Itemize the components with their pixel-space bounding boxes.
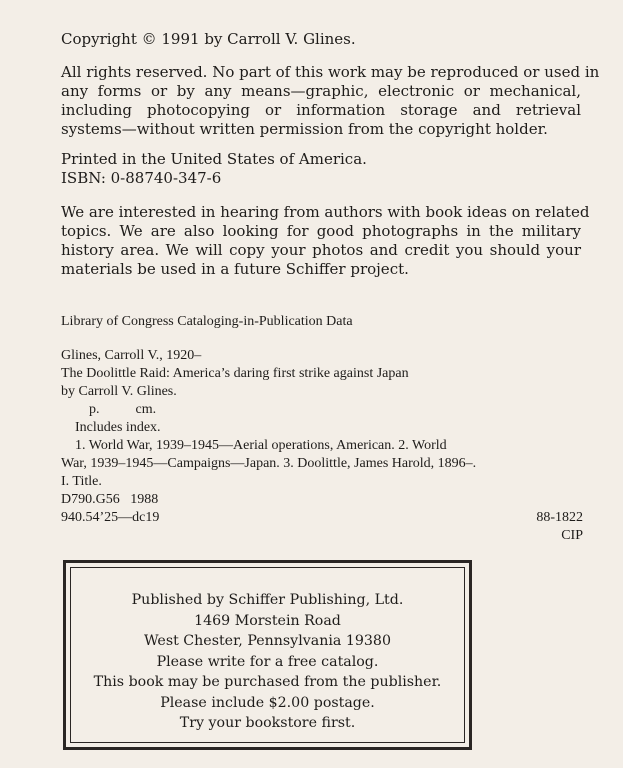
copyright-line: Copyright © 1991 by Carroll V. Glines. xyxy=(61,30,356,48)
cip-cip-row xyxy=(61,527,583,545)
cip-cip: CIP xyxy=(561,528,583,543)
cip-lc-year: 1988 xyxy=(130,492,159,507)
cip-heading: Library of Congress Cataloging-in-Publication Data xyxy=(61,314,353,329)
cip-author: Glines, Carroll V., 1920– xyxy=(61,348,202,363)
cip-lccn: 88-1822 xyxy=(536,510,583,525)
cip-lc-call xyxy=(61,491,581,509)
publisher-line-7: Try your bookstore first. xyxy=(179,715,356,731)
interest-line-3: history area. We will copy your photos and credit you should your xyxy=(61,241,581,259)
cip-by: by Carroll V. Glines. xyxy=(61,384,177,399)
interest-line-2: topics. We are also looking for good photographs in the military xyxy=(61,222,581,240)
copyright-block xyxy=(61,30,581,49)
publisher-line-5: This book may be purchased from the publisher. xyxy=(93,674,442,690)
publisher-box-inner xyxy=(70,567,465,743)
cip-cm: cm. xyxy=(135,402,157,417)
interest-line-4: materials be used in a future Schiffer project. xyxy=(61,260,409,278)
publisher-line-6: Please include $2.00 postage. xyxy=(160,694,375,711)
cip-record xyxy=(61,347,581,545)
publisher-line-1: Published by Schiffer Publishing, Ltd. xyxy=(131,592,404,608)
interest-line-1: We are interested in hearing from authors with book ideas on related xyxy=(61,203,590,221)
cip-subject-3: I. Title. xyxy=(61,474,102,489)
isbn-line: ISBN: 0-88740-347-6 xyxy=(61,169,222,187)
cip-subject-1: 1. World War, 1939–1945—Aerial operations, American. 2. World xyxy=(75,438,447,453)
rights-line-3: including photocopying or information storage and retrieval xyxy=(61,101,581,119)
cip-physical xyxy=(61,401,581,419)
cip-pages: p. xyxy=(89,402,100,417)
rights-line-2: any forms or by any means—graphic, electronic or mechanical, xyxy=(61,82,581,100)
rights-line-1: All rights reserved. No part of this work may be reproduced or used in xyxy=(61,63,600,81)
cip-dewey-row xyxy=(61,509,583,527)
cip-lc-call-number: D790.G56 xyxy=(61,492,120,507)
cip-dewey: 940.54’25—dc19 xyxy=(61,510,160,525)
printed-line: Printed in the United States of America. xyxy=(61,150,367,168)
publisher-line-3: West Chester, Pennsylvania 19380 xyxy=(144,633,391,649)
cip-subject-2: War, 1939–1945—Campaigns—Japan. 3. Doolittle, James Harold, 1896–. xyxy=(61,456,477,471)
printing-block xyxy=(61,150,581,188)
publisher-line-2: 1469 Morstein Road xyxy=(194,612,341,629)
rights-paragraph xyxy=(61,63,600,139)
publisher-line-4: Please write for a free catalog. xyxy=(156,653,379,670)
cip-index: Includes index. xyxy=(75,420,161,435)
interest-paragraph xyxy=(61,203,590,279)
rights-line-4: systems—without written permission from the copyright holder. xyxy=(61,120,548,138)
publisher-box xyxy=(63,560,472,750)
cip-heading-block xyxy=(61,313,581,331)
cip-title: The Doolittle Raid: America’s daring first strike against Japan xyxy=(61,366,409,381)
